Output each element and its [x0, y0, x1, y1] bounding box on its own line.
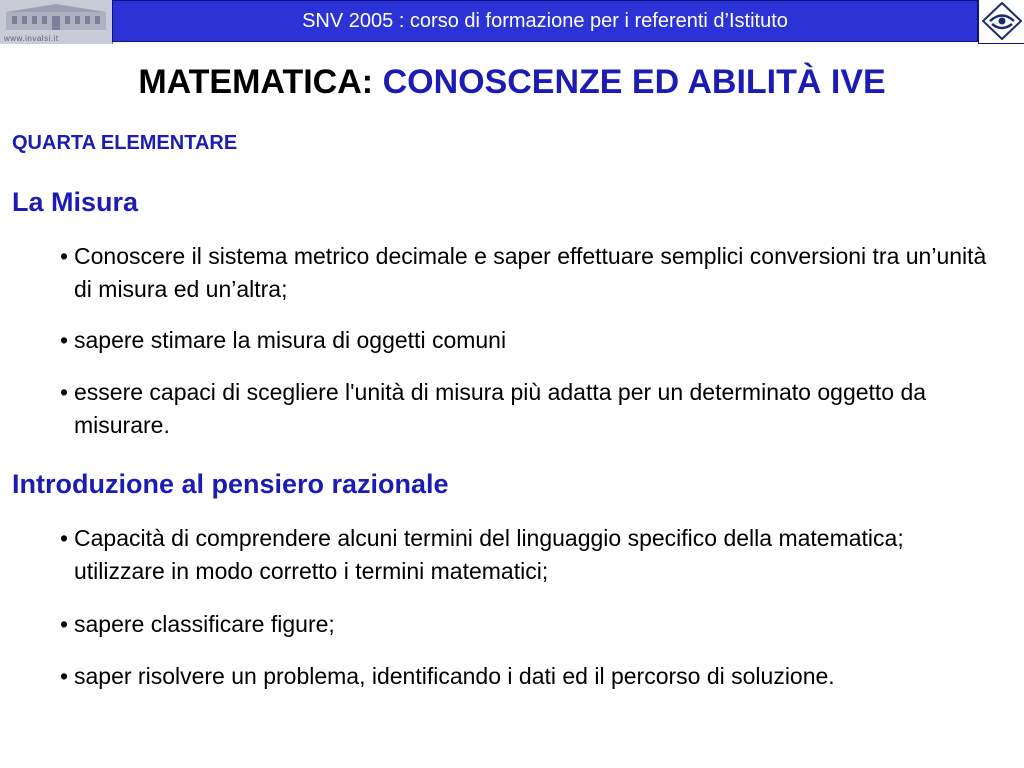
section-heading-pensiero-razionale: Introduzione al pensiero razionale: [12, 469, 449, 499]
list-item-text: essere capaci di scegliere l'unità di misura più adatta per un determinato oggetto da misurare.: [74, 379, 927, 438]
page-title-part2: CONOSCENZE ED ABILITÀ IVE: [382, 63, 886, 101]
bullet-icon: •: [60, 663, 69, 689]
list-item: [60, 376, 1000, 442]
banner-title: SNV 2005 : corso di formazione per i referenti d’Istituto: [302, 10, 788, 32]
building-icon: [6, 4, 106, 30]
banner-title-bar: [112, 0, 978, 42]
list-item: [60, 240, 1000, 306]
list-item: [60, 324, 1000, 357]
grade-label: QUARTA ELEMENTARE: [12, 132, 238, 154]
page-title: [0, 62, 1024, 102]
header: [0, 0, 1024, 44]
list-item-text: saper risolvere un problema, identificando i dati ed il percorso di soluzione.: [74, 663, 835, 689]
page-title-part1: MATEMATICA:: [138, 63, 383, 101]
list-item-text: sapere classificare figure;: [74, 611, 335, 637]
list-item: [60, 522, 1000, 588]
bullet-icon: •: [60, 525, 69, 551]
list-item: [60, 660, 1000, 693]
list-item-text: sapere stimare la misura di oggetti comuni: [74, 327, 507, 353]
bullet-icon: •: [60, 611, 69, 637]
bullet-icon: •: [60, 379, 69, 405]
bullet-icon: •: [60, 243, 69, 269]
logo-url-text: www.invalsi.it: [4, 34, 59, 43]
section-heading-misura: La Misura: [12, 187, 139, 217]
list-item-text: Capacità di comprendere alcuni termini del linguaggio specifico della matematica; utilizzare in modo corretto i termini matematici;: [74, 525, 904, 584]
bullet-icon: •: [60, 327, 69, 353]
invalsi-building-logo: [0, 0, 113, 44]
emblem-icon: [982, 2, 1022, 40]
list-item-text: Conoscere il sistema metrico decimale e saper effettuare semplici conversioni tra un’unità di misura ed un’altra;: [74, 243, 987, 302]
list-item: [60, 608, 1000, 641]
invalsi-emblem-logo: [978, 0, 1024, 44]
